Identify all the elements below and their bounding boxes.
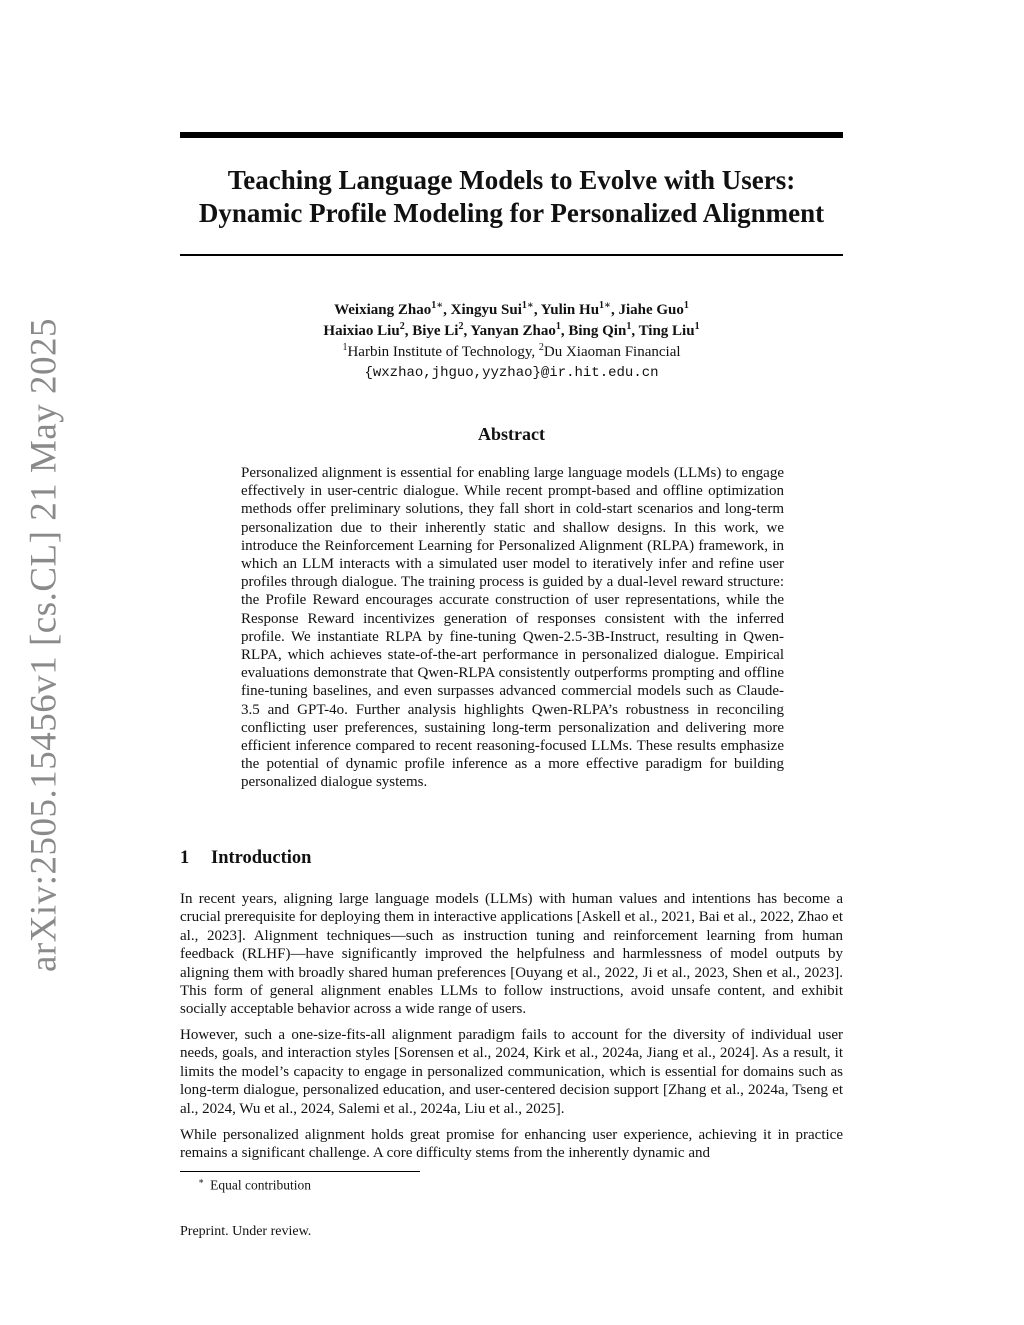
- section-heading-introduction: [180, 848, 311, 869]
- title-bottom-rule: [180, 254, 843, 256]
- affiliations: [180, 342, 843, 363]
- author-affiliation-marker: 1∗: [599, 300, 611, 311]
- footnote: [198, 1176, 311, 1194]
- footnote-rule: [180, 1171, 420, 1172]
- author-row-1: [180, 300, 843, 321]
- author-separator: ,: [463, 323, 471, 339]
- intro-paragraph-2: However, such a one-size-fits-all alignment paradigm fails to account for the diversity of individual user needs, goals, and interaction styles [Sorensen et al., 2024, Kirk et al., 2024a, Jiang et al., 2024]. As a result, it limits the model’s capacity to engage in personalized communication, which is essential for domains such as long-term dialogue, personalized education, and user-centered decision support [Zhang et al., 2024a, Tseng et al., 2024, Wu et al., 2024, Salemi et al., 2024a, Liu et al., 2025].: [180, 1027, 843, 1117]
- author-row-2: [180, 321, 843, 342]
- author-name: Xingyu Sui: [450, 302, 522, 318]
- intro-paragraph-1: In recent years, aligning large language models (LLMs) with human values and intentions has become a crucial prerequisite for deploying them in interactive applications [Askell et al., 2021, Bai et al., 2022, Zhao et al., 2023]. Alignment techniques—such as instruction tuning and reinforcement learning from human feedback (RLHF)—have significantly improved the helpfulness and harmlessness of model outputs by aligning them with broadly shared human preferences [Ouyang et al., 2022, Ji et al., 2023, Shen et al., 2023]. This form of general alignment enables LLMs to follow instructions, avoid unsafe content, and exhibit socially acceptable behavior across a wide range of users.: [180, 891, 843, 1018]
- title-top-rule: [180, 132, 843, 138]
- preprint-notice: Preprint. Under review.: [180, 1224, 312, 1239]
- affiliation-marker-2: 2: [538, 342, 544, 353]
- author-email: {wxzhao,jhguo,yyzhao}@ir.hit.edu.cn: [364, 365, 659, 381]
- author-affiliation-marker: 1: [626, 321, 632, 332]
- author-separator: ,: [560, 323, 569, 339]
- author-separator: ,: [610, 302, 619, 318]
- author-name: Ting Liu: [638, 323, 695, 339]
- author-block: [180, 300, 843, 384]
- author-affiliation-marker: 2: [458, 321, 464, 332]
- section-number: 1: [180, 848, 190, 868]
- author-affiliation-marker: 2: [399, 321, 405, 332]
- footnote-text: Equal contribution: [210, 1177, 311, 1193]
- author-name: Jiahe Guo: [618, 302, 684, 318]
- abstract-text: Personalized alignment is essential for enabling large language models (LLMs) to engage effectively in user-centric dialogue. While recent prompt-based and offline optimization methods offer preliminary solutions, they fall short in cold-start scenarios and long-term personalization due to their inherently static and shallow designs. In this work, we introduce the Reinforcement Learning for Personalized Alignment (RLPA) framework, in which an LLM interacts with a simulated user model to iteratively infer and refine user profiles through dialogue. The training process is guided by a dual-level reward structure: the Profile Reward encourages accurate construction of user representations, while the Response Reward incentivizes generation of responses consistent with the inferred profile. We instantiate RLPA by fine-tuning Qwen-2.5-3B-Instruct, resulting in Qwen-RLPA, which achieves state-of-the-art performance in personalized dialogue. Empirical evaluations demonstrate that Qwen-RLPA consistently outperforms prompting and offline fine-tuning baselines, and even surpasses advanced commercial models such as Claude-3.5 and GPT-4o. Further analysis highlights Qwen-RLPA’s robustness in reconciling conflicting user preferences, sustaining long-term personalization and delivering more efficient inference compared to recent reasoning-focused LLMs. These results emphasize the potential of dynamic profile inference as a more effective paradigm for building personalized dialogue systems.: [241, 465, 784, 791]
- author-name: Weixiang Zhao: [334, 302, 432, 318]
- intro-paragraph-3: While personalized alignment holds great promise for enhancing user experience, achieving it in practice remains a significant challenge. A core difficulty stems from the inherently dynamic and: [180, 1127, 843, 1162]
- author-name: Biye Li: [412, 323, 459, 339]
- author-separator: ,: [533, 302, 541, 318]
- footnote-mark: ∗: [198, 1176, 205, 1186]
- paper-title: [180, 164, 843, 230]
- section-title: Introduction: [211, 848, 312, 868]
- title-line-2: Dynamic Profile Modeling for Personalized Alignment: [198, 198, 825, 228]
- author-name: Haixiao Liu: [323, 323, 400, 339]
- author-affiliation-marker: 1: [694, 321, 700, 332]
- author-affiliation-marker: 1∗: [521, 300, 534, 311]
- author-affiliation-marker: 1: [555, 321, 561, 332]
- author-affiliation-marker: 1: [683, 300, 689, 311]
- author-separator: ,: [404, 323, 413, 339]
- author-name: Bing Qin: [568, 323, 627, 339]
- author-separator: ,: [631, 323, 639, 339]
- author-name: Yanyan Zhao: [470, 323, 556, 339]
- author-affiliation-marker: 1∗: [431, 300, 444, 311]
- author-name: Yulin Hu: [540, 302, 600, 318]
- arxiv-identifier-stamp: arXiv:2505.15456v1 [cs.CL] 21 May 2025: [23, 317, 65, 973]
- affiliation-marker-1: 1: [342, 342, 348, 353]
- author-separator: ,: [443, 302, 451, 318]
- abstract-heading: Abstract: [478, 424, 545, 444]
- affiliation-1: Harbin Institute of Technology,: [347, 344, 539, 360]
- affiliation-2: Du Xiaoman Financial: [543, 344, 681, 360]
- title-line-1: Teaching Language Models to Evolve with Users:: [227, 165, 796, 195]
